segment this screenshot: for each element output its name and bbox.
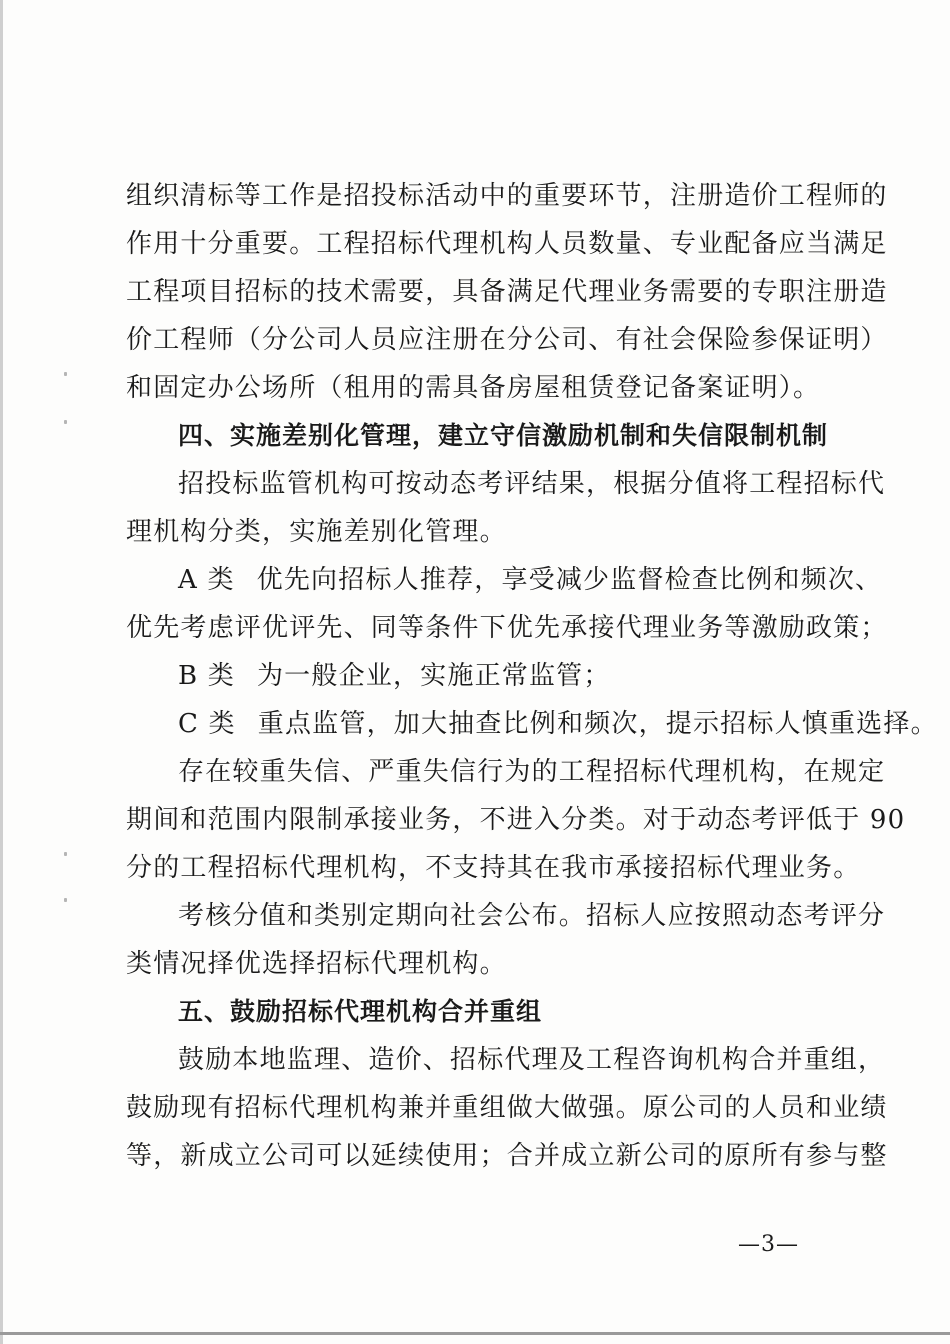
class-b-line — [126, 652, 841, 700]
class-a-line — [126, 556, 883, 604]
paragraph-line: 和固定办公场所（租用的需具备房屋租赁登记备案证明）。 — [126, 373, 821, 403]
section-heading-4: 四、实施差别化管理，建立守信激励机制和失信限制机制 — [178, 421, 829, 450]
paragraph-line: 类情况择优选择招标代理机构。 — [126, 949, 507, 979]
page-number: —3— — [738, 1232, 799, 1257]
scan-bottom-edge — [0, 1332, 950, 1335]
scan-mark — [64, 898, 67, 902]
body-text — [126, 172, 938, 1180]
paragraph-line: 优先考虑评优评先、同等条件下优先承接代理业务等激励政策； — [126, 613, 888, 643]
paragraph-line: 鼓励本地监理、造价、招标代理及工程咨询机构合并重组， — [178, 1045, 886, 1075]
paragraph-line: 工程项目招标的技术需要，具备满足代理业务需要的专职注册造 — [126, 277, 888, 307]
paragraph-line: 价工程师（分公司人员应注册在分公司、有社会保险参保证明） — [126, 325, 888, 355]
paragraph-line: 作用十分重要。工程招标代理机构人员数量、专业配备应当满足 — [126, 229, 888, 259]
class-b-label: B 类 — [178, 661, 235, 691]
scan-mark — [64, 420, 67, 424]
paragraph-line: 鼓励现有招标代理机构兼并重组做大做强。原公司的人员和业绩 — [126, 1093, 888, 1123]
paragraph-line: 理机构分类，实施差别化管理。 — [126, 517, 507, 547]
scan-left-edge — [0, 0, 3, 1344]
class-c-line — [126, 700, 938, 748]
class-c-text: 重点监管，加大抽查比例和频次，提示招标人慎重选择。 — [257, 709, 938, 739]
paragraph-line: 考核分值和类别定期向社会公布。招标人应按照动态考评分 — [178, 901, 886, 931]
paragraph-line: 存在较重失信、严重失信行为的工程招标代理机构，在规定 — [178, 757, 886, 787]
class-a-text: 优先向招标人推荐，享受减少监督检查比例和频次、 — [256, 565, 883, 595]
class-a-label: A 类 — [178, 565, 235, 595]
scan-mark — [64, 372, 67, 376]
section-heading-5: 五、鼓励招标代理机构合并重组 — [178, 997, 543, 1026]
paragraph-line: 期间和范围内限制承接业务，不进入分类。对于动态考评低于 90 — [126, 805, 906, 835]
paragraph-line: 组织清标等工作是招投标活动中的重要环节，注册造价工程师的 — [126, 181, 888, 211]
paragraph-line: 招投标监管机构可按动态考评结果，根据分值将工程招标代 — [178, 469, 886, 499]
class-b-text: 为一般企业，实施正常监管； — [256, 661, 611, 691]
class-c-label: C 类 — [178, 709, 236, 739]
paragraph-line: 等，新成立公司可以延续使用；合并成立新公司的原所有参与整 — [126, 1141, 888, 1171]
scan-mark — [64, 852, 67, 856]
paragraph-line: 分的工程招标代理机构，不支持其在我市承接招标代理业务。 — [126, 853, 861, 883]
